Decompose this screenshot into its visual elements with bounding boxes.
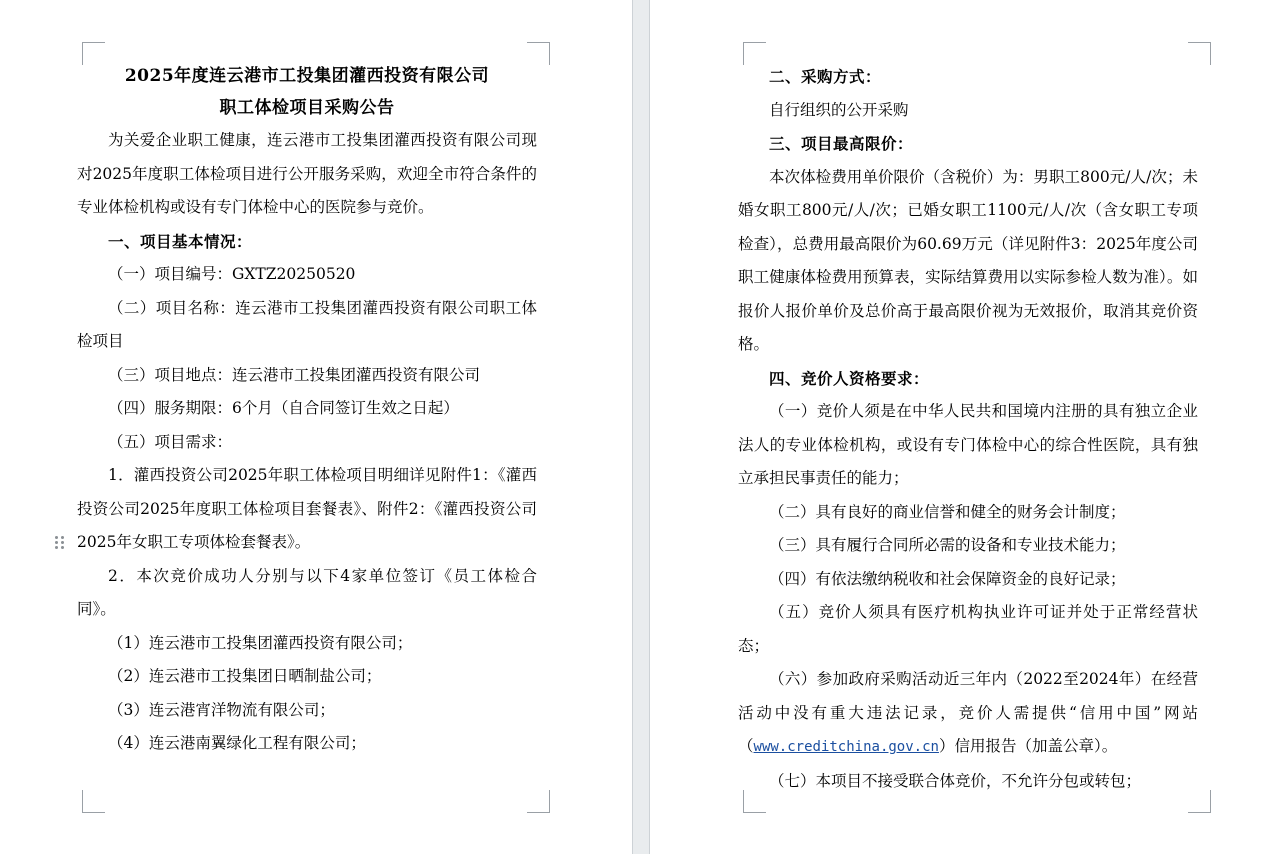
creditchina-link[interactable]: www.creditchina.gov.cn (753, 739, 939, 755)
requirement-detail-1: 1．灌西投资公司2025年职工体检项目明细详见附件1：《灌西投资公司2025年度职工体检项目套餐表》、附件2：《灌西投资公司2025年女职工专项体检套餐表》。 (77, 466, 537, 551)
qualification-item-6 (738, 663, 1198, 765)
intro-paragraph: 为关爱企业职工健康，连云港市工投集团灌西投资有限公司现对2025年度职工体检项目进行公开服务采购，欢迎全市符合条件的专业体检机构或设有专门体检中心的医院参与竞价。 (77, 131, 537, 216)
document-page-left (0, 0, 632, 854)
qualification-item-2: （二）具有良好的商业信誉和健全的财务会计制度； (769, 502, 1126, 521)
contract-unit-3: （3）连云港宵洋物流有限公司； (108, 700, 335, 719)
drag-handle-icon[interactable] (55, 536, 64, 552)
document-title-line1: 2025年度连云港市工投集团灌西投资有限公司 (124, 66, 490, 86)
qualification-item-4: （四）有依法缴纳税收和社会保障资金的良好记录； (769, 569, 1126, 588)
qualification-item-7: （七）本项目不接受联合体竞价，不允许分包或转包； (769, 771, 1142, 790)
page-right-content (738, 60, 1198, 798)
crop-mark-icon (527, 790, 550, 813)
section-3-body: 本次体检费用单价限价（含税价）为：男职工800元/人/次；未婚女职工800元/人/次；已婚女职工1100元/人/次（含女职工专项检查），总费用最高限价为60.69万元（详见附件3：2025年度公司职工健康体检费用预算表，实际结算费用以实际参检人数为准）。如报价人报价单价及总价高于最高限价视为无效报价，取消其竞价资格。 (738, 167, 1198, 353)
contract-unit-1: （1）连云港市工投集团灌西投资有限公司； (108, 633, 413, 652)
contract-unit-2: （2）连云港市工投集团日晒制盐公司； (108, 667, 382, 685)
qualification-item-3: （三）具有履行合同所必需的设备和专业技术能力； (769, 536, 1126, 554)
item-project-requirements: （五）项目需求： (108, 432, 233, 451)
qualification-item-6-posttext: ）信用报告（加盖公章）。 (938, 737, 1118, 755)
section-heading-3: 三、项目最高限价： (769, 134, 914, 153)
contract-unit-4: （4）连云港南翼绿化工程有限公司； (108, 734, 366, 752)
qualification-item-5: （五）竞价人须具有医疗机构执业许可证并处于正常经营状态； (738, 603, 1198, 655)
item-project-location: （三）项目地点：连云港市工投集团灌西投资有限公司 (108, 365, 481, 384)
page-left-content (77, 60, 537, 761)
section-heading-2: 二、采购方式： (769, 67, 882, 86)
section-2-body: 自行组织的公开采购 (769, 100, 909, 119)
crop-mark-icon (82, 790, 105, 813)
requirement-detail-2: 2．本次竞价成功人分别与以下4家单位签订《员工体检合同》。 (77, 566, 537, 618)
document-title-line2: 职工体检项目采购公告 (219, 98, 395, 118)
item-project-number: （一）项目编号：GXTZ20250520 (108, 265, 356, 283)
qualification-item-6-pretext: （六）参加政府采购活动近三年内（2022至2024年）在经营活动中没有重大违法记录，竞价人需提供“信用中国”网站（ (738, 670, 1198, 755)
item-project-name: （二）项目名称：连云港市工投集团灌西投资有限公司职工体检项目 (77, 298, 537, 350)
page-separator (632, 0, 650, 854)
section-heading-1: 一、项目基本情况： (108, 231, 253, 251)
item-service-period: （四）服务期限：6个月（自合同签订生效之日起） (108, 399, 459, 417)
section-heading-4: 四、竞价人资格要求： (769, 368, 930, 388)
document-page-right (650, 0, 1282, 854)
qualification-item-1: （一）竞价人须是在中华人民共和国境内注册的具有独立企业法人的专业体检机构，或设有专门体检中心的综合性医院，具有独立承担民事责任的能力； (738, 402, 1198, 487)
